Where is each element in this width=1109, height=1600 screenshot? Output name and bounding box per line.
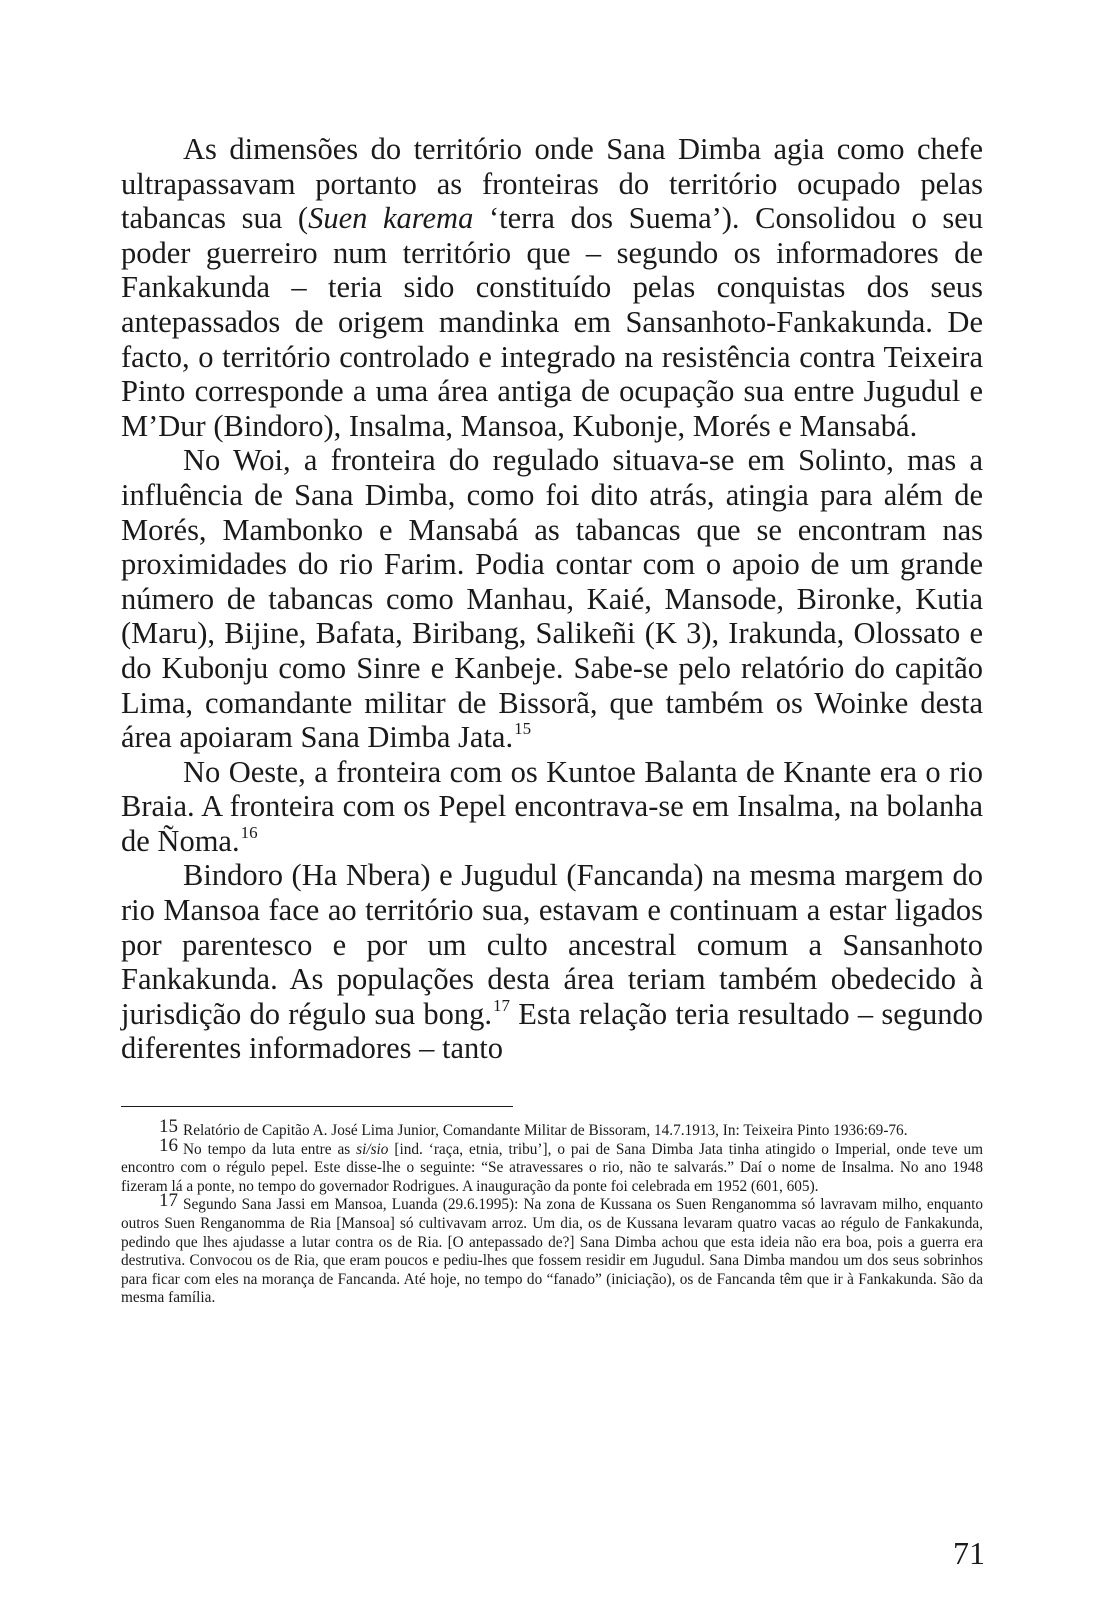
- footnote-number: 16: [159, 1134, 178, 1156]
- footnote-15: [121, 1116, 983, 1141]
- footnote-text: Segundo Sana Jassi em Mansoa, Luanda (29.6.1995): Na zona de Kussana os Suen Renganomma só lavravam milho, enquanto outros Suen Renganomma de Ria [Mansoa] só cultivavam arroz. Um dia, os de Kussana levaram quatro vacas ao régulo de Fankakunda, pedindo que lhes ajudasse a lutar contra os de Ria. [O antepassado de?] Sana Dimba achou que esta ideia não era boa, pois a guerra era destrutiva. Convocou os de Ria, que eram poucos e pediu-lhes que fossem residir em Jugudul. Sana Dimba mandou um dos seus sobrinhos para ficar com eles na morança de Fancanda. Até hoje, no tempo do “fanado” (iniciação), os de Fancanda têm que ir à Fankakunda. São da mesma família.: [121, 1196, 983, 1307]
- paragraph-3-text: No Oeste, a fronteira com os Kuntoe Balanta de Knante era o rio Braia. A fronteira com os Pepel encontrava-se em Insalma, na bolanha de Ñoma.: [121, 754, 983, 858]
- footnote-text: Relatório de Capitão A. José Lima Junior, Comandante Militar de Bissoram, 14.7.1913, In: Teixeira Pinto 1936:69-76.: [183, 1122, 908, 1139]
- footnote-ref-16: 16: [240, 822, 258, 842]
- paragraph-1-text-start: As dimensões do território onde Sana Dimba agia como chefe ultrapassavam portanto as fronteiras do território ocupado pelas tabancas sua (: [121, 132, 983, 236]
- paragraph-4-text-end: Esta relação teria resultado – segundo diferentes informadores – tanto: [121, 996, 983, 1066]
- footnote-17: [121, 1190, 983, 1308]
- italic-term: Suen karema: [308, 201, 474, 236]
- paragraph-4-text-start: Bindoro (Ha Nbera) e Jugudul (Fancanda) na mesma margem do rio Mansoa face ao território sua, estavam e continuam a estar ligados por parentesco e por um culto ancestral comum a Sansanhoto Fankakunda. As populações desta área teriam também obedecido à jurisdição do régulo sua bong.: [121, 858, 983, 1031]
- italic-term: si/sio: [356, 1140, 389, 1158]
- footnote-text-end: [ind. ‘raça, etnia, tribu’], o pai de Sana Dimba Jata tinha atingido o Imperial, onde teve um encontro com o régulo pepel. Este disse-lhe o seguinte: “Se atravessares o rio, não te salvarás.” Daí o nome de Insalma. No ano 1948 fizeram lá a ponte, no tempo do governador Rodrigues. A inauguração da ponte foi celebrada em 1952 (601, 605).: [121, 1140, 983, 1195]
- page-number: 71: [953, 1535, 985, 1571]
- paragraph-2-text: No Woi, a fronteira do regulado situava-se em Solinto, mas a influência de Sana Dimba, como foi dito atrás, atingia para além de Morés, Mambonko e Mansabá as tabancas que se encontram nas proximidades do rio Farim. Podia contar com o apoio de um grande número de tabancas como Manhau, Kaié, Mansode, Bironke, Kutia (Maru), Bijine, Bafata, Biribang, Salikeñi (K 3), Irakunda, Olossato e do Kubonju como Sinre e Kanbeje. Sabe-se pelo relatório do capitão Lima, comandante militar de Bissorã, que também os Woinke desta área apoiaram Sana Dimba Jata.: [121, 443, 983, 755]
- main-text: [121, 132, 983, 1066]
- paragraph-4: [121, 858, 983, 1066]
- footnote-ref-17: 17: [493, 995, 511, 1015]
- footnote-number: 17: [159, 1190, 178, 1212]
- footnote-divider: [121, 1106, 513, 1107]
- paragraph-1: [121, 132, 983, 443]
- paragraph-3: [121, 755, 983, 859]
- paragraph-1-text-end: ‘terra dos Suema’). Consolidou o seu poder guerreiro num território que – segundo os informadores de Fankakunda – teria sido constituído pelas conquistas dos seus antepassados de origem mandinka em Sansanhoto-Fankakunda. De facto, o território controlado e integrado na resistência contra Teixeira Pinto corresponde a uma área antiga de ocupação sua entre Jugudul e M’Dur (Bindoro), Insalma, Mansoa, Kubonje, Morés e Mansabá.: [121, 201, 983, 443]
- footnote-text-start: No tempo da luta entre as: [183, 1140, 357, 1158]
- footnote-number: 15: [159, 1116, 178, 1137]
- footnote-ref-15: 15: [514, 719, 532, 739]
- paragraph-2: [121, 443, 983, 754]
- footnotes: [121, 1116, 983, 1308]
- footnote-16: [121, 1134, 983, 1197]
